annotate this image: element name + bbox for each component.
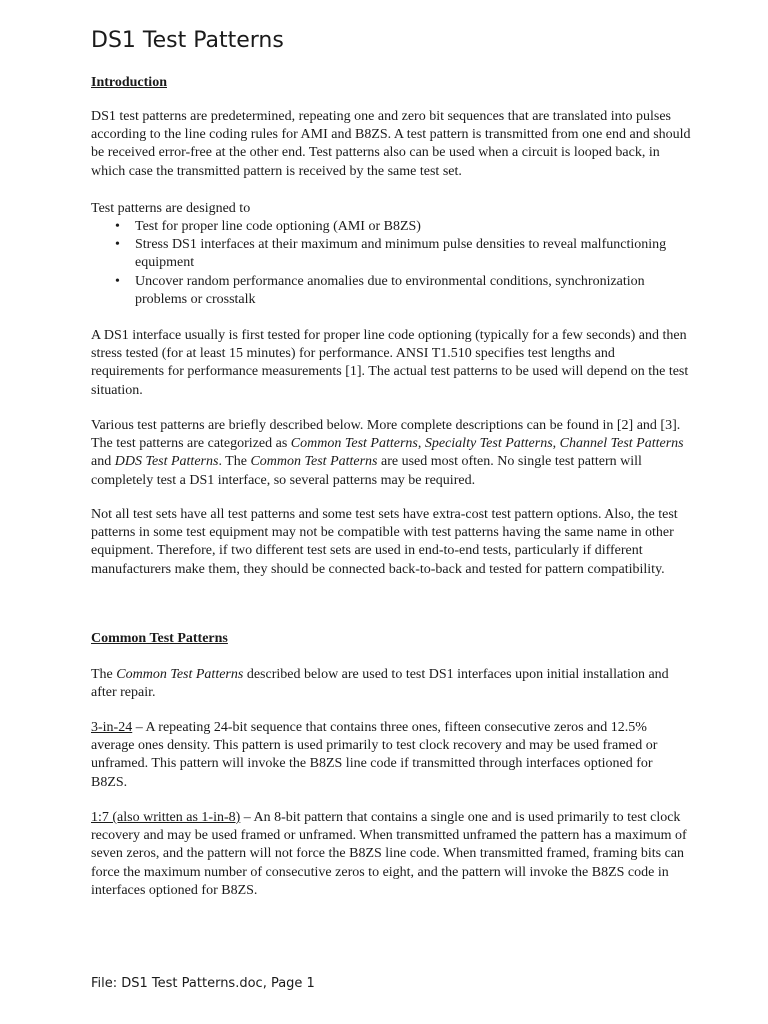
compatibility-paragraph: Not all test sets have all test patterns and some test sets have extra-cost test pattern options. Also, the test patterns in some test equipment may not be compatible with test patterns having the same name in other equipment. Therefore, if two different test sets are used in end-to-end tests, particularly if different manufacturers make them, they should be connected back-to-back and tested for pattern compatibility.: [91, 507, 678, 577]
list-item: • Stress DS1 interfaces at their maximum and minimum pulse densities to reveal malfunctioning equipment: [115, 237, 667, 271]
section-heading-common-test-patterns: Common Test Patterns: [91, 631, 228, 646]
pattern-name: 3-in-24: [91, 720, 133, 735]
section-heading-introduction: Introduction: [91, 75, 167, 90]
common-intro-paragraph: The Common Test Patterns described below are used to test DS1 interfaces upon initial installation and after repair.: [91, 667, 669, 701]
list-item: • Test for proper line code optioning (AMI or B8ZS): [91, 218, 691, 236]
page-title: DS1 Test Patterns: [91, 28, 284, 53]
bullet-list: [91, 218, 691, 309]
list-item: • Uncover random performance anomalies due to environmental conditions, synchronization problems or crosstalk: [115, 273, 645, 307]
pattern-name: 1:7 (also written as 1-in-8): [91, 810, 241, 825]
testing-paragraph: A DS1 interface usually is first tested for proper line code optioning (typically for a few seconds) and then stress tested (for at least 15 minutes) for performance. ANSI T1.510 specifies test lengths and requirements for performance measurements [1]. The actual test patterns to be used will depend on the test situation.: [91, 328, 689, 398]
page-footer: File: DS1 Test Patterns.doc, Page 1: [91, 976, 315, 991]
pattern-1-7: 1:7 (also written as 1-in-8) – An 8-bit pattern that contains a single one and is used primarily to test clock recovery and may be used framed or unframed. When transmitted unframed the pattern has a maximum of seven zeros, and the pattern will not force the B8ZS line code. When transmitted framed, framing bits can force the maximum number of consecutive zeros to eight, and the pattern will invoke the B8ZS code in interfaces optioned for B8ZS.: [91, 810, 687, 898]
designed-to-text: Test patterns are designed to: [91, 201, 251, 216]
bullet-icon: •: [115, 273, 120, 289]
bullet-icon: •: [115, 237, 120, 253]
intro-paragraph: DS1 test patterns are predetermined, repeating one and zero bit sequences that are translated into pulses according to the line coding rules for AMI and B8ZS. A test pattern is transmitted from one end and should be received error-free at the other end. Test patterns also can be used when a circuit is looped back, in which case the transmitted pattern is received by the same test set.: [91, 109, 691, 179]
bullet-icon: •: [115, 219, 120, 234]
categories-paragraph: Various test patterns are briefly described below. More complete descriptions can be found in [2] and [3]. The test patterns are categorized as Common Test Patterns, Specialty Test Patterns, Channel Test Patterns and DDS Test Patterns. The Common Test Patterns are used most often. No single test pattern will completely test a DS1 interface, so several patterns may be required.: [91, 418, 684, 488]
pattern-3-in-24: 3-in-24 – A repeating 24-bit sequence that contains three ones, fifteen consecutive zeros and 12.5% average ones density. This pattern is used primarily to test clock recovery and may be used framed or unframed. This pattern will invoke the B8ZS line code if transmitted through interfaces optioned for B8ZS.: [91, 720, 658, 790]
